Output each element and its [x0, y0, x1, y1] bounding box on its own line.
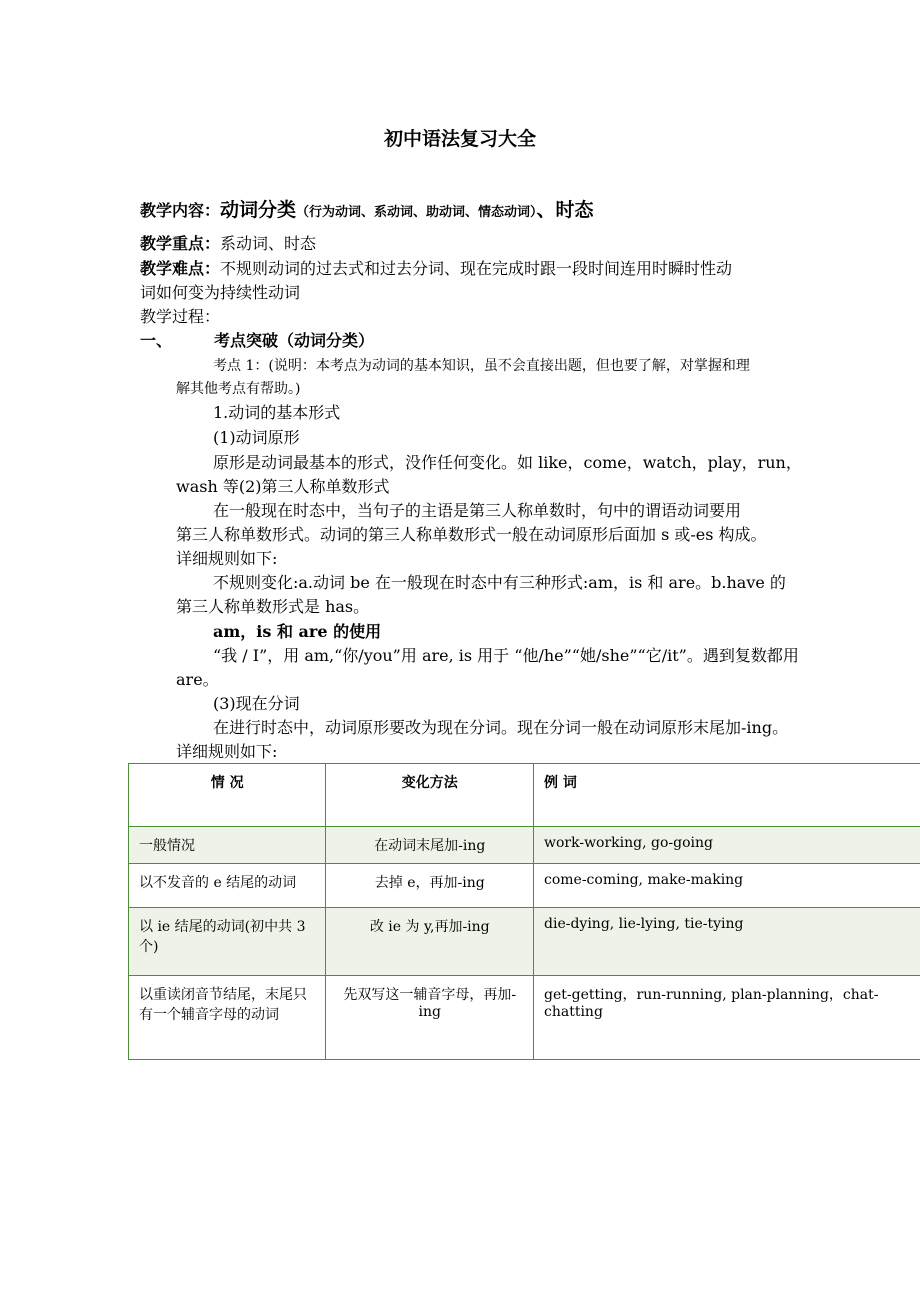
table-row	[129, 976, 920, 1060]
point-1-line-1: 考点 1：(说明：本考点为动词的基本知识，虽不会直接出题，但也要了解，对掌握和理	[213, 358, 750, 374]
table-row	[129, 908, 920, 976]
paragraph-base-form: (1)动词原形	[213, 428, 300, 447]
section-1-number: 一、	[140, 331, 173, 350]
difficulty-text-1: 不规则动词的过去式和过去分词、现在完成时跟一段时间连用时瞬时性动	[220, 259, 733, 278]
section-1-title: 考点突破（动词分类）	[214, 331, 375, 350]
table-cell-situation: 以不发音的 e 结尾的动词	[129, 864, 326, 908]
table-cell-situation: 以重读闭音节结尾，末尾只有一个辅音字母的动词	[129, 976, 326, 1060]
table-header-row	[129, 764, 920, 827]
difficulty-line-2: 词如何变为持续性动词	[140, 283, 301, 302]
table-row	[129, 864, 920, 908]
paragraph-base-form-desc-2: wash 等(2)第三人称单数形式	[176, 477, 390, 496]
table-cell-method: 在动词末尾加-ing	[326, 827, 534, 864]
focus-line	[140, 233, 316, 255]
paragraph-third-person-3: 详细规则如下:	[176, 549, 278, 568]
table-cell-examples: work-working, go-going	[534, 827, 920, 864]
table-cell-examples: come-coming, make-making	[534, 864, 920, 908]
table-header-method: 变化方法	[326, 764, 534, 827]
paragraph-basic-forms: 1.动词的基本形式	[213, 403, 341, 422]
table-cell-situation: 以 ie 结尾的动词(初中共 3 个)	[129, 908, 326, 976]
participle-rules-table	[128, 763, 920, 1060]
section-1-heading	[140, 330, 374, 352]
table-header-examples: 例 词	[534, 764, 920, 827]
content-label: 教学内容：	[140, 201, 221, 220]
table-cell-examples: get-getting，run-running, plan-planning，chat-chatting	[534, 976, 920, 1060]
paragraph-present-participle: (3)现在分词	[213, 694, 300, 713]
paragraph-third-person-1: 在一般现在时态中，当句子的主语是第三人称单数时，句中的谓语动词要用	[213, 501, 742, 520]
content-line	[140, 196, 594, 227]
content-tail: 、时态	[536, 199, 594, 221]
content-main: 动词分类	[220, 199, 297, 221]
content-sub: （行为动词、系动词、助动词、情态动词）	[296, 205, 537, 220]
difficulty-line-1	[140, 258, 732, 280]
focus-label: 教学重点：	[140, 234, 221, 253]
table-cell-situation: 一般情况	[129, 827, 326, 864]
table-row	[129, 827, 920, 864]
paragraph-am-is-are-heading: am，is 和 are 的使用	[213, 622, 382, 641]
paragraph-participle-rule-1: 在进行时态中，动词原形要改为现在分词。现在分词一般在动词原形末尾加-ing。	[213, 718, 789, 737]
page-title: 初中语法复习大全	[383, 128, 536, 150]
process-label: 教学过程：	[140, 307, 221, 326]
focus-text: 系动词、时态	[220, 234, 317, 253]
difficulty-label: 教学难点：	[140, 259, 221, 278]
paragraph-irregular-2: 第三人称单数形式是 has。	[176, 597, 370, 616]
paragraph-base-form-desc-1: 原形是动词最基本的形式，没作任何变化。如 like，come，watch，play，run，	[213, 453, 802, 472]
table-cell-method: 先双写这一辅音字母，再加-ing	[326, 976, 534, 1060]
table-cell-method: 改 ie 为 y,再加-ing	[326, 908, 534, 976]
paragraph-am-is-are-1: “我 / I”，用 am,“你/you”用 are, is 用于 “他/he”“她/she”“它/it”。遇到复数都用	[213, 646, 799, 665]
paragraph-participle-rule-2: 详细规则如下:	[176, 742, 278, 761]
paragraph-third-person-2: 第三人称单数形式。动词的第三人称单数形式一般在动词原形后面加 s 或-es 构成。	[176, 525, 767, 544]
point-1-line-2: 解其他考点有帮助。)	[176, 381, 301, 397]
table-cell-examples: die-dying, lie-lying, tie-tying	[534, 908, 920, 976]
paragraph-am-is-are-2: are。	[176, 670, 219, 689]
paragraph-irregular-1: 不规则变化:a.动词 be 在一般现在时态中有三种形式:am，is 和 are。b.have 的	[213, 573, 786, 592]
table-cell-method: 去掉 e，再加-ing	[326, 864, 534, 908]
table-header-situation: 情 况	[129, 764, 326, 827]
